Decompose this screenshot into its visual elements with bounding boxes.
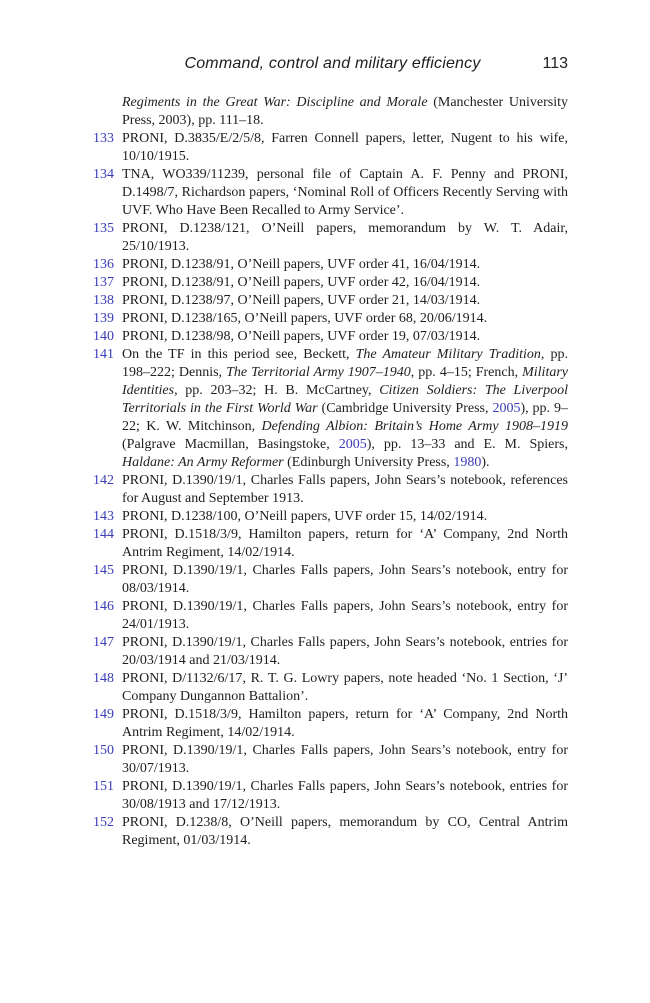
note-text: PRONI, D.1390/19/1, Charles Falls papers, John Sears’s notebook, entries for 20/03/1914 and 21/03/1914. xyxy=(122,635,568,668)
endnote-140 xyxy=(93,328,568,346)
endnote-145 xyxy=(93,562,568,598)
note-text: PRONI, D.1518/3/9, Hamilton papers, return for ‘A’ Company, 2nd North Antrim Regiment, 14/02/1914. xyxy=(122,707,568,740)
note-number-link[interactable]: 145 xyxy=(93,563,114,578)
endnote-142 xyxy=(93,472,568,508)
endnote-147 xyxy=(93,634,568,670)
note-number-link[interactable]: 143 xyxy=(93,509,114,524)
note-text: PRONI, D.1238/100, O’Neill papers, UVF order 15, 14/02/1914. xyxy=(122,509,488,524)
continuation-paragraph xyxy=(122,94,568,130)
endnote-139 xyxy=(93,310,568,328)
note-text: PRONI, D.1238/91, O’Neill papers, UVF order 41, 16/04/1914. xyxy=(122,257,481,272)
note-text: ), pp. 9–22; K. W. Mitchinson, xyxy=(122,401,569,434)
note-number-link[interactable]: 146 xyxy=(93,599,114,614)
book-title-italic: Citizen Soldiers: The Liverpool Territorials in the First World War xyxy=(122,383,568,416)
running-head-title: Command, control and military efficiency xyxy=(184,55,481,72)
running-head xyxy=(97,53,568,75)
endnote-151 xyxy=(93,778,568,814)
note-number-link[interactable]: 137 xyxy=(93,275,114,290)
note-text: PRONI, D.1390/19/1, Charles Falls papers, John Sears’s notebook, entries for 30/08/1913 and 17/12/1913. xyxy=(122,779,568,812)
endnote-137 xyxy=(93,274,568,292)
year-link[interactable]: 1980 xyxy=(453,455,482,470)
book-title-italic: Haldane: An Army Reformer xyxy=(122,455,284,470)
book-title-italic: Defending Albion: Britain’s Home Army 1908–1919 xyxy=(261,419,568,434)
note-number-link[interactable]: 138 xyxy=(93,293,114,308)
note-number-link[interactable]: 151 xyxy=(93,779,114,794)
note-text: PRONI, D.1238/97, O’Neill papers, UVF order 21, 14/03/1914. xyxy=(122,293,481,308)
note-text: (Palgrave Macmillan, Basingstoke, xyxy=(122,437,339,452)
note-text: PRONI, D.1238/165, O’Neill papers, UVF order 68, 20/06/1914. xyxy=(122,311,488,326)
note-number-link[interactable]: 141 xyxy=(93,347,114,362)
book-title-italic: The Amateur Military Tradition xyxy=(355,347,541,362)
note-text: PRONI, D.1238/91, O’Neill papers, UVF order 42, 16/04/1914. xyxy=(122,275,481,290)
note-text: ). xyxy=(481,455,490,470)
endnote-134 xyxy=(93,166,568,220)
note-text: PRONI, D.1238/121, O’Neill papers, memorandum by W. T. Adair, 25/10/1913. xyxy=(122,221,568,254)
note-text: PRONI, D.1238/98, O’Neill papers, UVF order 19, 07/03/1914. xyxy=(122,329,481,344)
note-text: (Cambridge University Press, xyxy=(317,401,493,416)
endnote-133 xyxy=(93,130,568,166)
note-text: ), pp. 13–33 and E. M. Spiers, xyxy=(366,437,568,452)
note-number-link[interactable]: 144 xyxy=(93,527,114,542)
endnote-150 xyxy=(93,742,568,778)
note-number-link[interactable]: 134 xyxy=(93,167,114,182)
note-number-link[interactable]: 136 xyxy=(93,257,114,272)
book-title-italic: Military Identities xyxy=(122,365,568,398)
note-number-link[interactable]: 142 xyxy=(93,473,114,488)
endnote-138 xyxy=(93,292,568,310)
note-text: PRONI, D.3835/E/2/5/8, Farren Connell papers, letter, Nugent to his wife, 10/10/1915. xyxy=(122,131,568,164)
note-text: PRONI, D.1390/19/1, Charles Falls papers, John Sears’s notebook, entry for 08/03/1914. xyxy=(122,563,568,596)
endnote-149 xyxy=(93,706,568,742)
note-number-link[interactable]: 148 xyxy=(93,671,114,686)
note-number-link[interactable]: 139 xyxy=(93,311,114,326)
endnote-146 xyxy=(93,598,568,634)
page-number: 113 xyxy=(542,55,568,72)
endnote-135 xyxy=(93,220,568,256)
note-text: PRONI, D.1238/8, O’Neill papers, memorandum by CO, Central Antrim Regiment, 01/03/1914. xyxy=(122,815,568,848)
note-number-link[interactable]: 149 xyxy=(93,707,114,722)
note-text: (Edinburgh University Press, xyxy=(283,455,454,470)
note-number-link[interactable]: 147 xyxy=(93,635,114,650)
notes-list xyxy=(93,130,569,850)
note-text: , pp. 203–32; H. B. McCartney, xyxy=(174,383,380,398)
note-number-link[interactable]: 150 xyxy=(93,743,114,758)
note-text: PRONI, D.1390/19/1, Charles Falls papers, John Sears’s notebook, entry for 24/01/1913. xyxy=(122,599,568,632)
note-text: PRONI, D.1390/19/1, Charles Falls papers, John Sears’s notebook, references for August and September 1913. xyxy=(122,473,568,506)
note-text: PRONI, D.1390/19/1, Charles Falls papers, John Sears’s notebook, entry for 30/07/1913. xyxy=(122,743,568,776)
note-text: (Manchester University Press, 2003), pp. 111–18. xyxy=(122,95,568,128)
note-text: TNA, WO339/11239, personal file of Captain A. F. Penny and PRONI, D.1498/7, Richardson papers, ‘Nominal Roll of Officers Recently Serving with UVF. Who Have Been Recalled to Army Service’. xyxy=(122,167,568,218)
note-number-link[interactable]: 140 xyxy=(93,329,114,344)
endnote-143 xyxy=(93,508,568,526)
year-link[interactable]: 2005 xyxy=(492,401,521,416)
endnote-136 xyxy=(93,256,568,274)
note-number-link[interactable]: 135 xyxy=(93,221,114,236)
endnote-148 xyxy=(93,670,568,706)
note-number-link[interactable]: 152 xyxy=(93,815,114,830)
note-text: PRONI, D/1132/6/17, R. T. G. Lowry papers, note headed ‘No. 1 Section, ‘J’ Company Dungannon Battalion’. xyxy=(122,671,568,704)
book-title-italic: Regiments in the Great War: Discipline and Morale xyxy=(122,95,428,110)
endnote-144 xyxy=(93,526,568,562)
year-link[interactable]: 2005 xyxy=(338,437,367,452)
endnote-152 xyxy=(93,814,568,850)
note-number-link[interactable]: 133 xyxy=(93,131,114,146)
endnotes-content xyxy=(93,94,569,850)
note-text: On the TF in this period see, Beckett, xyxy=(122,347,356,362)
note-text: , pp. 4–15; French, xyxy=(410,365,523,380)
note-text: PRONI, D.1518/3/9, Hamilton papers, return for ‘A’ Company, 2nd North Antrim Regiment, 14/02/1914. xyxy=(122,527,568,560)
note-text: , pp. 198–222; Dennis, xyxy=(122,347,568,380)
book-title-italic: The Territorial Army 1907–1940 xyxy=(226,365,411,380)
endnote-141 xyxy=(93,346,569,472)
